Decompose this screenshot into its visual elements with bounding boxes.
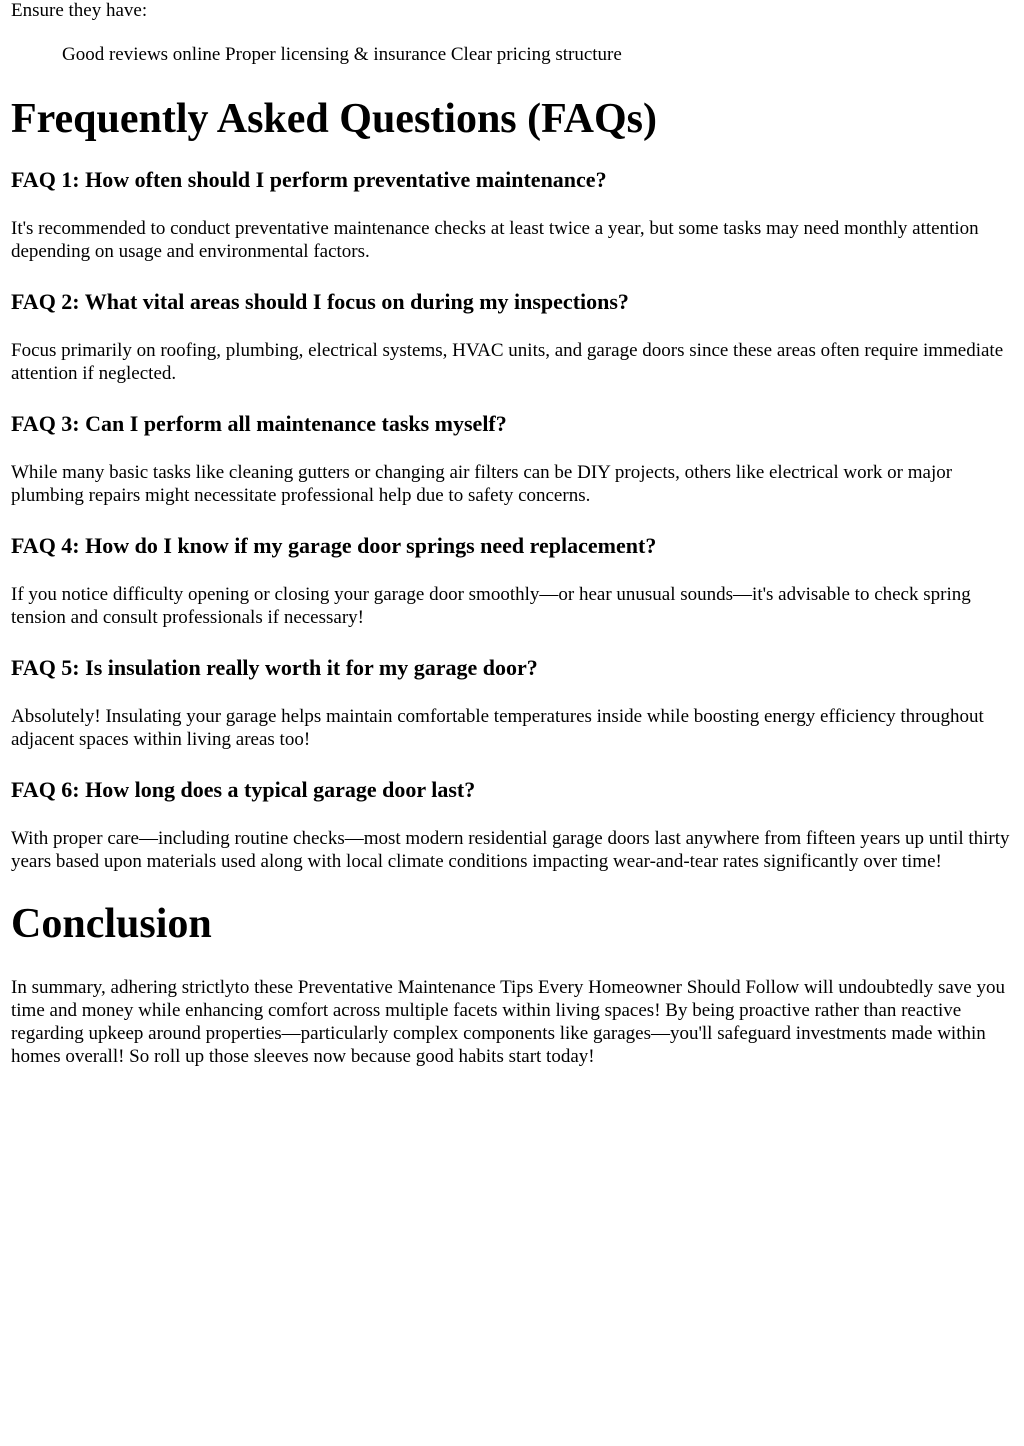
faq-item-6 [11,777,1013,873]
conclusion-heading: Conclusion [11,901,212,947]
faq-question: FAQ 4: How do I know if my garage door springs need replacement? [11,533,657,558]
faq-answer: Absolutely! Insulating your garage helps maintain comfortable temperatures inside while boosting energy efficiency throughout adjacent spaces within living areas too! [11,706,984,750]
faq-item-2 [11,289,1013,385]
faq-item-4 [11,533,1013,629]
faq-question: FAQ 5: Is insulation really worth it for my garage door? [11,655,538,680]
faq-heading: Frequently Asked Questions (FAQs) [11,96,657,142]
faq-answer: It's recommended to conduct preventative maintenance checks at least twice a year, but some tasks may need monthly attention depending on usage and environmental factors. [11,218,979,262]
faq-item-1 [11,167,1013,263]
faq-answer: While many basic tasks like cleaning gutters or changing air filters can be DIY projects, others like electrical work or major plumbing repairs might necessitate professional help due to safety concerns. [11,462,953,506]
faq-answer: If you notice difficulty opening or closing your garage door smoothly—or hear unusual sounds—it's advisable to check spring tension and consult professionals if necessary! [11,584,971,628]
faq-answer: Focus primarily on roofing, plumbing, electrical systems, HVAC units, and garage doors since these areas often require immediate attention if neglected. [11,340,1004,384]
faq-question: FAQ 3: Can I perform all maintenance tasks myself? [11,411,507,436]
faq-question: FAQ 1: How often should I perform preventative maintenance? [11,167,607,192]
conclusion-text: In summary, adhering strictlyto these Preventative Maintenance Tips Every Homeowner Should Follow will undoubtedly save you time and money while enhancing comfort across multiple facets within living spaces! By being proactive rather than reactive regarding upkeep around properties—particularly complex components like garages—you'll safeguard investments made within homes overall! So roll up those sleeves now because good habits start today! [11,977,1005,1067]
faq-question: FAQ 6: How long does a typical garage door last? [11,777,476,802]
faq-question: FAQ 2: What vital areas should I focus on during my inspections? [11,289,629,314]
intro-text: Ensure they have: [11,0,148,21]
faq-answer: With proper care—including routine checks—most modern residential garage doors last anywhere from fifteen years up until thirty years based upon materials used along with local climate conditions impacting wear-and-tear rates significantly over time! [11,828,1010,872]
faq-item-3 [11,411,1013,507]
faq-item-5 [11,655,1013,751]
checklist-text: Good reviews online Proper licensing & insurance Clear pricing structure [62,44,622,65]
